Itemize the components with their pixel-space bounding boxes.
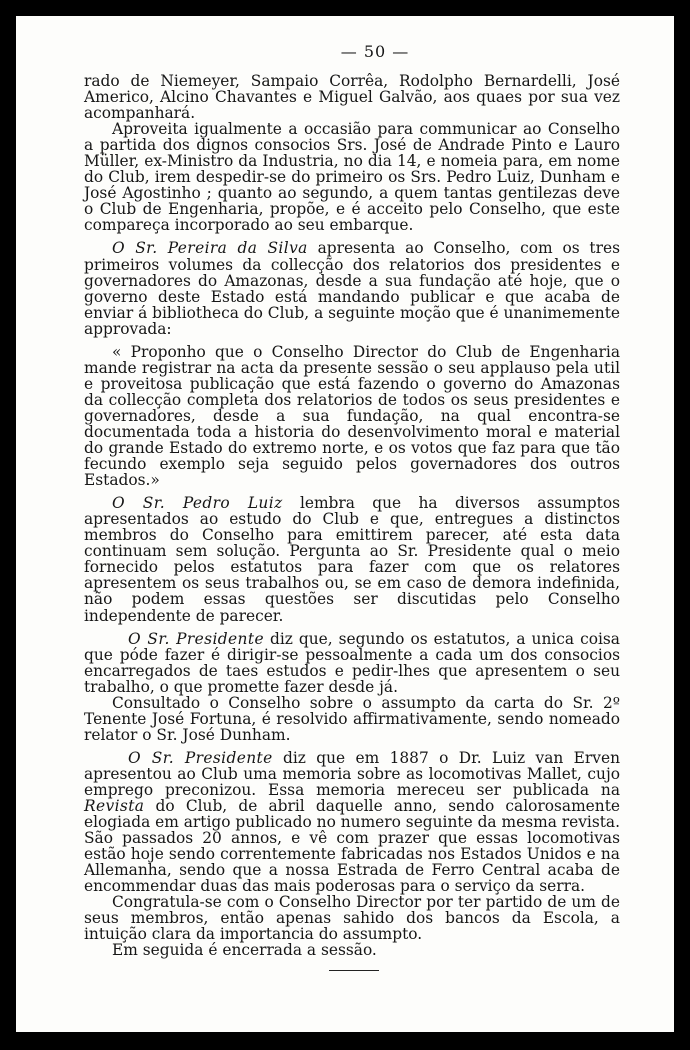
paragraph: O Sr. Presidente diz que em 1887 o Dr. Luiz van Erven apresentou ao Club uma memoria sobre as locomotivas Mallet, cujo emprego preconizou. Essa memoria mereceu ser publicada na Revista do Club, de abril daquelle anno, sendo calorosamente elogiada em artigo publicado no numero seguinte da mesma revista. São passados 20 annos, e vê com prazer que essas locomotivas estão hoje sendo correntemente fabricadas nos Estados Unidos e na Allemanha, sendo que a nossa Estrada de Ferro Central acaba de encommendar duas das mais poderosas para o serviço da serra. [84,748,620,896]
page-body [84,73,620,958]
speaker-name: O Sr. Presidente [128,629,264,648]
speaker-name: O Sr. Pedro Luiz [112,494,283,513]
paragraph: Consultado o Conselho sobre o assumpto da carta do Sr. 2º Tenente José Fortuna, é resolvido affirmativamente, sendo nomeado relator o Sr. José Dunham. [84,693,620,744]
speaker-name: O Sr. Presidente [128,748,273,767]
paragraph: Em seguida é encerrada a sessão. [112,941,377,960]
paragraph: Congratula-se com o Conselho Director por ter partido de um de seus membros, então apenas sahido dos bancos da Escola, a intuição clara da importancia do assumpto. [84,893,620,944]
paragraph: O Sr. Pedro Luiz lembra que ha diversos assumptos apresentados ao estudo do Club e que, entregues a distinctos membros do Conselho para emittirem parecer, até esta data continuam sem solução. Pergunta ao Sr. Presidente qual o meio fornecido pelos estatutos para fazer com que os relatores apresentem os seus trabalhos ou, se em caso de demora indefinida, não podem essas questões ser discutidas pelo Conselho independente de parecer. [84,494,620,625]
speaker-name: O Sr. Pereira da Silva [112,239,308,258]
paragraph: O Sr. Pereira da Silva apresenta ao Conselho, com os tres primeiros volumes da collecção dos relatorios dos presidentes e governadores do Amazonas, desde a sua fundação até hoje, que o governo deste Estado está mandando publicar e que acaba de enviar á bibliotheca do Club, a seguinte moção que é unanimemente approvada: [84,239,620,338]
paragraph: Aproveita igualmente a occasião para communicar ao Conselho a partida dos dignos consocios Srs. José de Andrade Pinto e Lauro Müller, ex-Ministro da Industria, no dia 14, e nomeia para, em nome do Club, irem despedir-se do primeiro os Srs. Pedro Luiz, Dunham e José Agostinho ; quanto ao segundo, a quem tantas gentilezas deve o Club de Engenharia, propõe, e é acceito pelo Conselho, que este compareça incorporado ao seu embarque. [84,120,620,235]
paragraph: rado de Niemeyer, Sampaio Corrêa, Rodolpho Bernardelli, José Americo, Alcino Chavantes e Miguel Galvão, aos quaes por sua vez acompanhará. [84,72,620,123]
closing-rule [329,970,379,971]
document-page [16,16,674,1032]
paragraph: O Sr. Presidente diz que, segundo os estatutos, a unica coisa que póde fazer é dirigir-se pessoalmente a cada um dos consocios encarregados de taes estudos e pedir-lhes que apresentem o seu trabalho, o que promette fazer desde já. [84,629,620,696]
page-number: — 50 — [340,42,410,61]
journal-title: Revista [84,797,145,816]
motion-quote: « Proponho que o Conselho Director do Club de Engenharia mande registrar na acta da presente sessão o seu applauso pela util e proveitosa publicação que está fazendo o governo do Amazonas da collecção completa dos relatorios de todos os seus presidentes e governadores, desde a sua fundação, na qual encontra-se documentada toda a historia do desenvolvimento moral e material do grande Estado do extremo norte, e os votos que faz para que tão fecundo exemplo seja seguido pelos governadores dos outros Estados.» [84,342,620,490]
